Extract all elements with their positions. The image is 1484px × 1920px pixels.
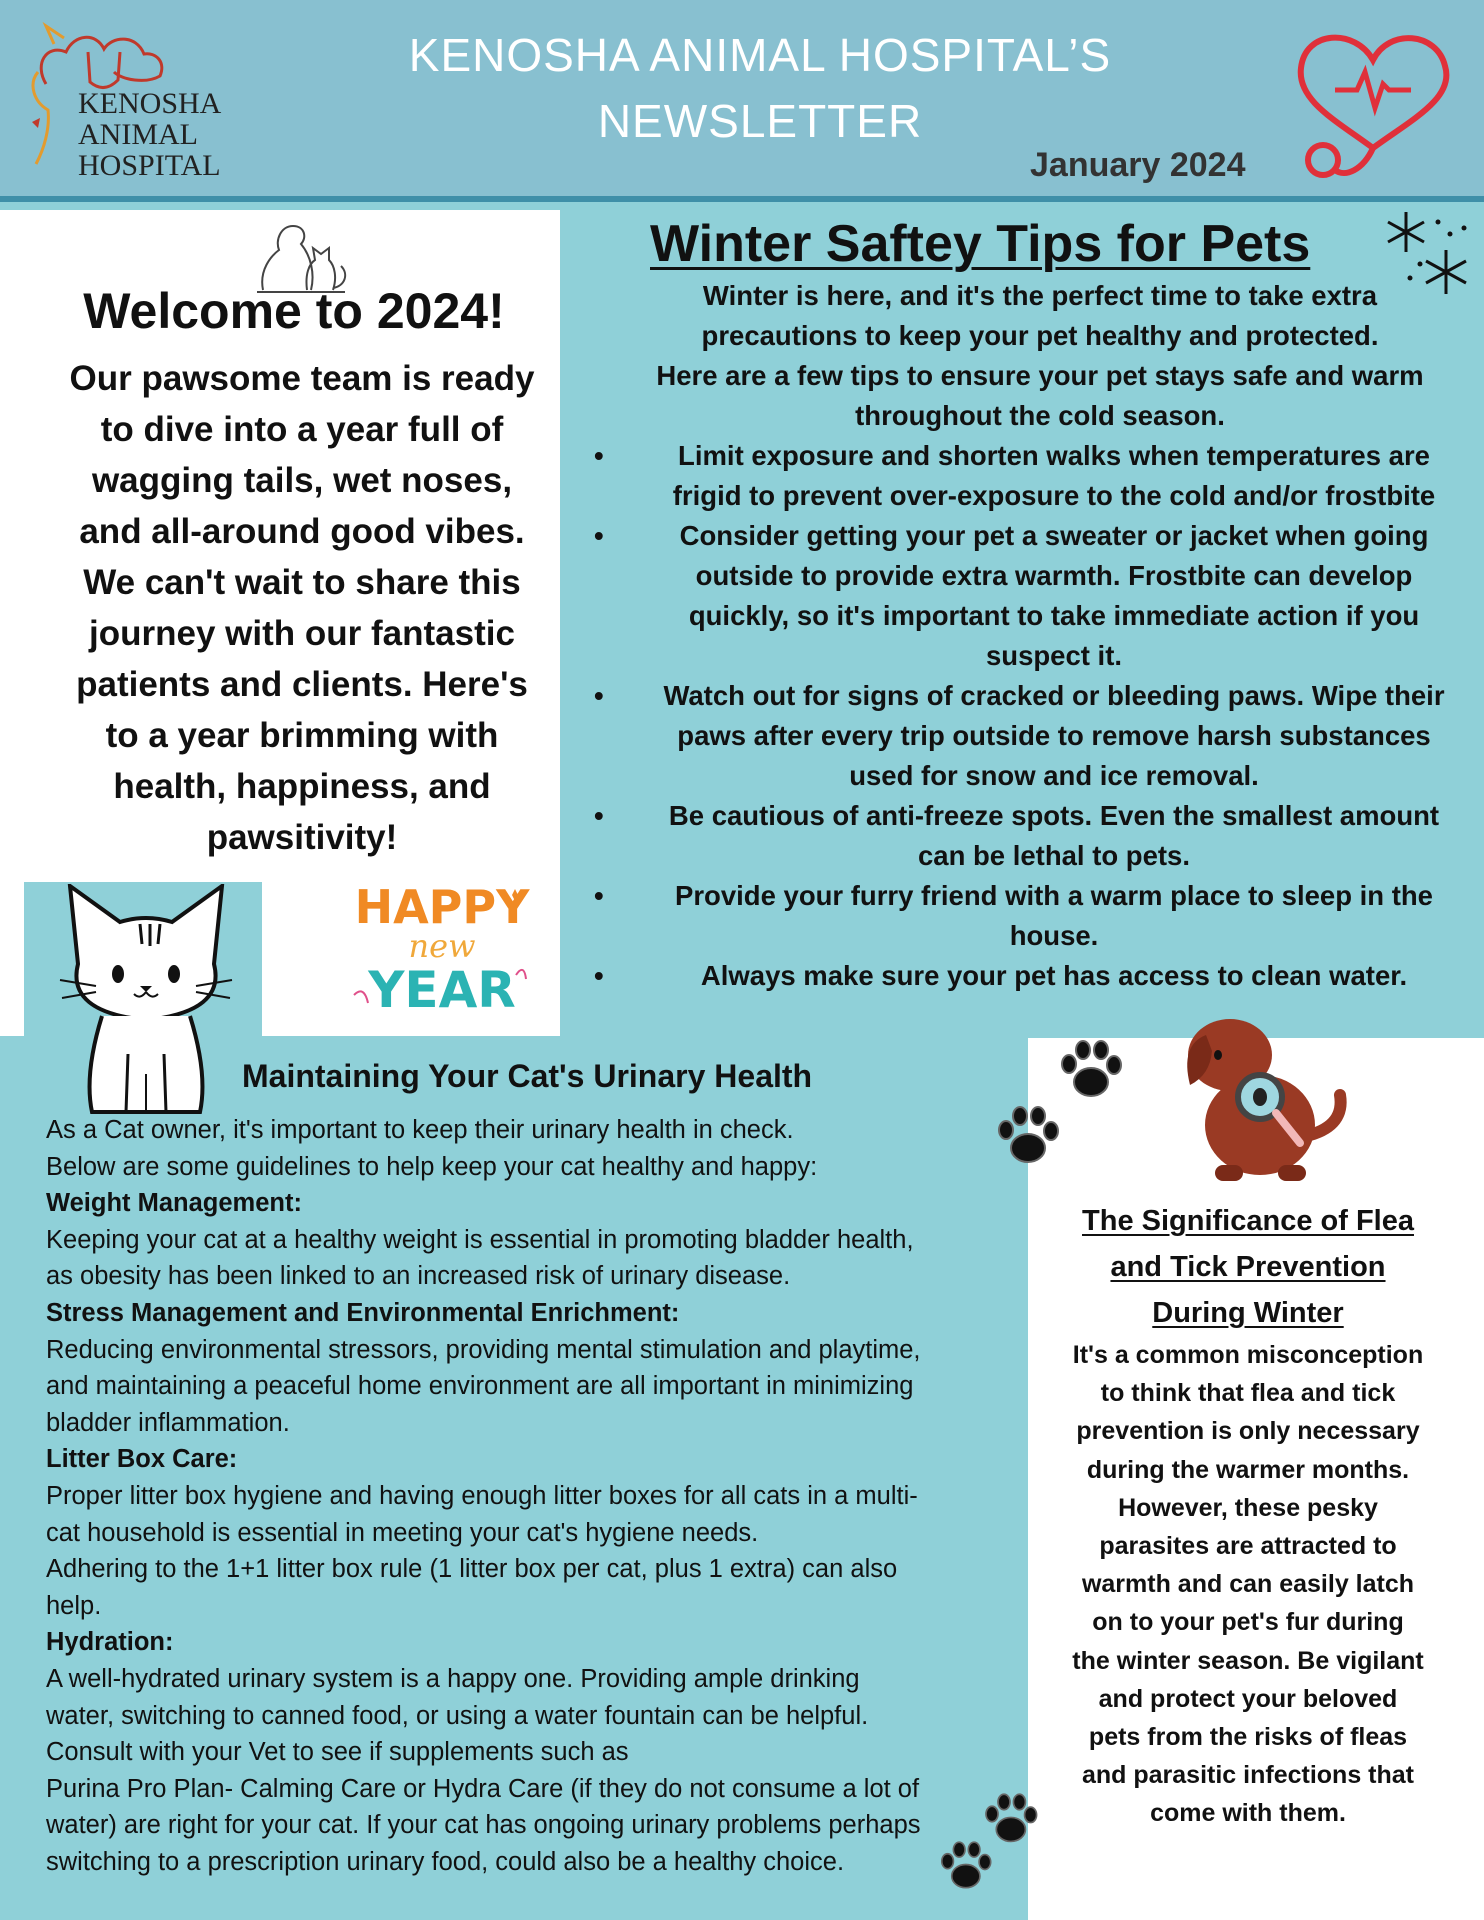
body-line: bladder inflammation. (46, 1408, 290, 1437)
tip-line: Always make sure your pet has access to clean water. (700, 960, 1408, 991)
newsletter-title (330, 22, 1190, 154)
bullet: • (594, 680, 604, 711)
welcome-line: patients and clients. Here's (76, 665, 528, 704)
body-line: as obesity has been linked to an increased risk of urinary disease. (46, 1262, 791, 1291)
bullet: • (594, 520, 604, 551)
welcome-title: Welcome to 2024! (83, 283, 505, 339)
tip-line: Limit exposure and shorten walks when temperatures are (678, 440, 1430, 471)
title-line: NEWSLETTER (597, 95, 923, 147)
urinary-health-title: Maintaining Your Cat's Urinary Health (242, 1058, 813, 1094)
bullet: • (594, 800, 604, 831)
body-line: water, switching to canned food, or using a water fountain can be helpful. (46, 1701, 869, 1730)
dog-magnifier-icon (1160, 1015, 1360, 1185)
flea-tick-title (1028, 1198, 1468, 1336)
tip-item (594, 876, 1484, 956)
intro-line: precautions to keep your pet healthy and protected. (701, 320, 1379, 351)
tip-line: Watch out for signs of cracked or bleeding paws. Wipe their (663, 680, 1445, 711)
subheading: Weight Management: (46, 1189, 302, 1218)
body-line: Purina Pro Plan- Calming Care or Hydra Care (if they do not consume a lot of (46, 1774, 920, 1803)
welcome-line: and all-around good vibes. (79, 512, 525, 551)
body-line: the winter season. Be vigilant (1072, 1646, 1424, 1675)
welcome-line: wagging tails, wet noses, (91, 461, 513, 500)
flea-tick-body (1028, 1336, 1468, 1833)
bullet: • (594, 880, 604, 911)
paw-print-icon (1055, 1036, 1125, 1106)
intro-line: Here are a few tips to ensure your pet stays safe and warm (656, 360, 1424, 391)
welcome-line: to a year brimming with (105, 716, 499, 755)
logo-line: HOSPITAL (78, 149, 221, 182)
body-line: and parasitic infections that (1081, 1761, 1414, 1790)
happy-new-year-graphic (350, 875, 530, 1030)
body-line: Reducing environmental stressors, providing mental stimulation and playtime, (46, 1335, 921, 1364)
subheading: Litter Box Care: (46, 1445, 238, 1474)
tip-item (594, 796, 1484, 876)
winter-tips-list (594, 436, 1484, 996)
body-line: Keeping your cat at a healthy weight is essential in promoting bladder health, (46, 1225, 914, 1254)
body-line: and protect your beloved (1098, 1684, 1398, 1713)
logo-wordmark (78, 88, 221, 181)
body-line: parasites are attracted to (1099, 1532, 1397, 1561)
body-line: A well-hydrated urinary system is a happy one. Providing ample drinking (46, 1664, 860, 1693)
title-line: KENOSHA ANIMAL HOSPITAL’S (408, 29, 1112, 81)
tip-line: paws after every trip outside to remove harsh substances (677, 720, 1431, 751)
paw-print-icon (992, 1102, 1062, 1172)
header-divider (0, 196, 1484, 202)
tip-line: can be lethal to pets. (917, 840, 1190, 871)
tip-line: frigid to prevent over-exposure to the cold and/or frostbite (672, 480, 1436, 511)
tip-item (594, 436, 1484, 516)
tip-line: house. (1009, 920, 1099, 951)
body-line: pets from the risks of fleas (1088, 1723, 1408, 1752)
body-line: prevention is only necessary (1076, 1417, 1420, 1446)
heart-stethoscope-icon (1285, 20, 1460, 200)
title-line: During Winter (1152, 1297, 1344, 1329)
tip-line: outside to provide extra warmth. Frostbite can develop (695, 560, 1413, 591)
subheading: Stress Management and Environmental Enrichment: (46, 1298, 680, 1327)
graphic-word: YEAR (368, 961, 516, 1019)
welcome-message (42, 353, 562, 863)
body-line: Below are some guidelines to help keep your cat healthy and happy: (46, 1152, 818, 1181)
body-line: Consult with your Vet to see if supplements such as (46, 1738, 629, 1767)
title-line: The Significance of Flea (1082, 1205, 1414, 1237)
tip-item (594, 516, 1484, 676)
welcome-line: pawsitivity! (206, 818, 398, 857)
welcome-line: Our pawsome team is ready (69, 359, 535, 398)
intro-line: throughout the cold season. (855, 400, 1225, 431)
body-line: Proper litter box hygiene and having enough litter boxes for all cats in a multi- (46, 1481, 918, 1510)
body-line: Adhering to the 1+1 litter box rule (1 litter box per cat, plus 1 extra) can also (46, 1555, 898, 1584)
welcome-line: journey with our fantastic (89, 614, 515, 653)
body-line: It's a common misconception (1072, 1341, 1424, 1369)
logo-line: KENOSHA (78, 87, 222, 120)
body-line: come with them. (1150, 1799, 1346, 1828)
title-line: and Tick Prevention (1110, 1251, 1386, 1283)
tip-line: suspect it. (985, 640, 1122, 671)
body-line: As a Cat owner, it's important to keep their urinary health in check. (46, 1116, 794, 1144)
tip-line: Provide your furry friend with a warm place to sleep in the (675, 880, 1433, 911)
subheading: Hydration: (46, 1628, 174, 1657)
graphic-word: HAPPY (354, 880, 530, 934)
body-line: However, these pesky (1118, 1493, 1378, 1522)
body-line: help. (46, 1591, 102, 1620)
urinary-health-body (46, 1112, 986, 1880)
tip-item (594, 676, 1484, 796)
issue-date: January 2024 (1030, 146, 1246, 184)
bullet: • (594, 960, 604, 991)
body-line: switching to a prescription urinary food, could also be a healthy choice. (46, 1847, 845, 1876)
body-line: warmth and can easily latch (1081, 1570, 1415, 1599)
tip-line: Consider getting your pet a sweater or jacket when going (679, 520, 1429, 551)
tip-item (594, 956, 1484, 996)
bullet: • (594, 440, 604, 471)
body-line: on to your pet's fur during (1092, 1608, 1404, 1637)
body-line: cat household is essential in meeting your cat's hygiene needs. (46, 1518, 759, 1547)
winter-tips-intro (600, 276, 1480, 436)
body-line: water) are right for your cat. If your cat has ongoing urinary problems perhaps (46, 1811, 921, 1840)
body-line: to think that flea and tick (1100, 1379, 1396, 1408)
tip-line: Be cautious of anti-freeze spots. Even the smallest amount (668, 800, 1440, 831)
body-line: and maintaining a peaceful home environment are all important in minimizing (46, 1372, 914, 1401)
graphic-word: new (408, 927, 476, 965)
winter-tips-title: Winter Saftey Tips for Pets (650, 215, 1311, 273)
intro-line: Winter is here, and it's the perfect time to take extra (702, 280, 1378, 311)
welcome-line: health, happiness, and (113, 767, 491, 806)
body-line: during the warmer months. (1086, 1455, 1410, 1484)
tip-line: quickly, so it's important to take immediate action if you (688, 600, 1420, 631)
welcome-line: We can't wait to share this (83, 563, 521, 602)
welcome-line: to dive into a year full of (100, 410, 504, 449)
cat-icon (56, 884, 236, 1114)
tip-line: used for snow and ice removal. (849, 760, 1259, 791)
logo-line: ANIMAL (78, 118, 198, 151)
